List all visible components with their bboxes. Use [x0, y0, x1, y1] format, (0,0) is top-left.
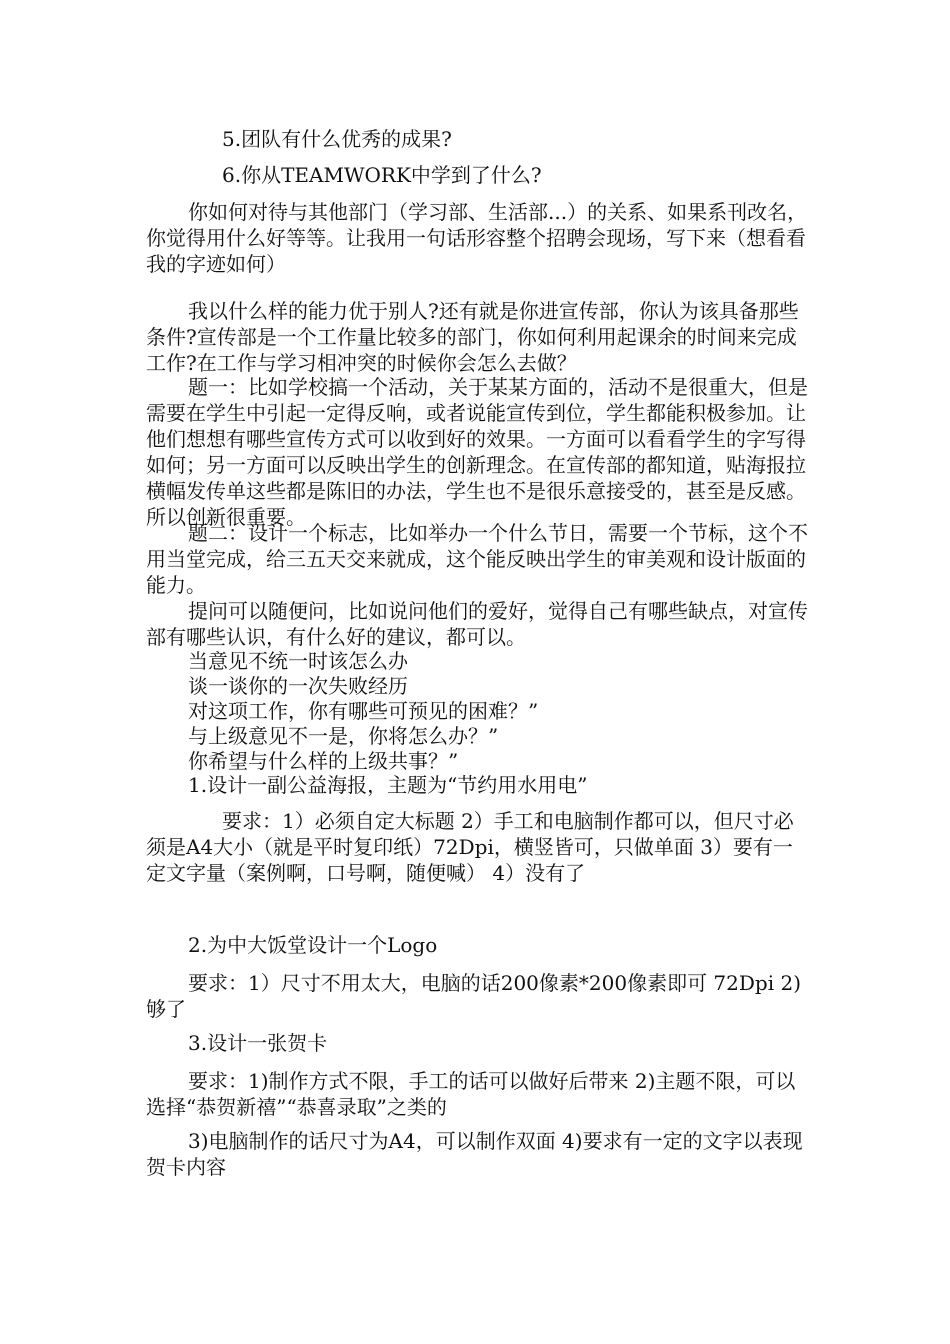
- paragraph-department-relations: 你如何对待与其他部门（学习部、生活部...）的关系、如果系刊改名，你觉得用什么好等等。让我用一句话形容整个招聘会现场，写下来（想看看我的字迹如何）: [146, 200, 808, 276]
- task-3-title: 3.设计一张贺卡: [188, 1031, 328, 1055]
- task-1-title: 1.设计一副公益海报，主题为“节约用水用电”: [188, 773, 588, 797]
- interview-question-failure: 谈一谈你的一次失败经历: [188, 674, 408, 698]
- interview-question-ideal-superior: 你希望与什么样的上级共事？”: [188, 749, 459, 773]
- interview-question-difficulty: 对这项工作，你有哪些可预见的困难？”: [188, 699, 539, 723]
- interview-question-superior-disagreement: 与上级意见不一是，你将怎么办？”: [188, 724, 499, 748]
- paragraph-ability-question: 我以什么样的能力优于别人?还有就是你进宣传部，你认为该具备那些条件?宣传部是一个工作量比较多的部门，你如何利用起课余的时间来完成工作?在工作与学习相冲突的时候你会怎么去做？: [146, 299, 799, 375]
- task-1-requirements: 要求：1）必须自定大标题 2）手工和电脑制作都可以，但尺寸必须是A4大小（就是平时复印纸）72Dpi，横竖皆可，只做单面 3）要有一定文字量（案例啊，口号啊，随便喊） 4）没有了: [146, 809, 794, 885]
- interview-question-disagreement: 当意见不统一时该怎么办: [188, 649, 408, 673]
- paragraph-topic-one: 题一：比如学校搞一个活动，关于某某方面的，活动不是很重大，但是需要在学生中引起一定得反响，或者说能宣传到位，学生都能积极参加。让他们想想有哪些宣传方式可以收到好的效果。一方面可以看看学生的字写得如何；另一方面可以反映出学生的创新理念。在宣传部的都知道，贴海报拉横幅发传单这些都是陈旧的办法，学生也不是很乐意接受的，甚至是反感。所以创新很重要。: [146, 375, 808, 529]
- task-2-requirements: 要求：1）尺寸不用太大，电脑的话200像素*200像素即可 72Dpi 2)够了: [146, 971, 801, 1021]
- question-5: 5.团队有什么优秀的成果?: [222, 127, 452, 151]
- task-3-requirements-part-1: 要求：1)制作方式不限，手工的话可以做好后带来 2)主题不限，可以选择“恭贺新禧”“恭喜录取”之类的: [146, 1069, 796, 1119]
- paragraph-topic-two: 题二：设计一个标志，比如举办一个什么节日，需要一个节标，这个不用当堂完成，给三五天交来就成，这个能反映出学生的审美观和设计版面的能力。: [146, 521, 808, 597]
- paragraph-free-questions: 提问可以随便问，比如说问他们的爱好，觉得自己有哪些缺点，对宣传部有哪些认识，有什么好的建议，都可以。: [146, 599, 808, 649]
- question-6: 6.你从TEAMWORK中学到了什么?: [222, 163, 542, 187]
- task-2-title: 2.为中大饭堂设计一个Logo: [188, 933, 438, 957]
- task-3-requirements-part-2: 3)电脑制作的话尺寸为A4，可以制作双面 4)要求有一定的文字以表现贺卡内容: [146, 1129, 803, 1179]
